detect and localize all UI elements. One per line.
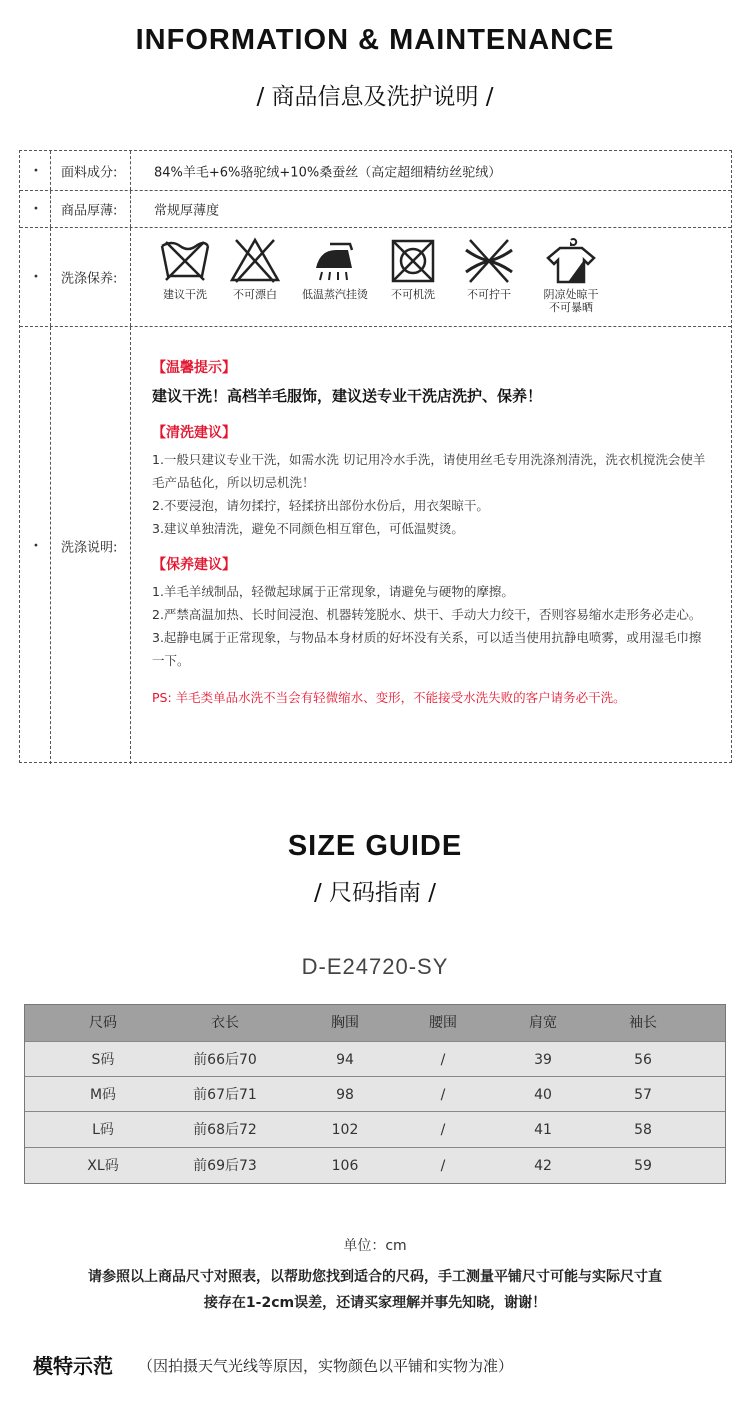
care-item: [373, 236, 453, 301]
care-row: [20, 228, 731, 327]
row-bullet: •: [33, 203, 39, 215]
no-machine-wash-icon: [386, 236, 440, 284]
no-wring-icon: [462, 236, 516, 284]
table-row: [25, 1041, 725, 1077]
size-cell: S码: [91, 1052, 115, 1068]
model-code: D-E24720-SY: [301, 954, 449, 979]
waist-cell: /: [440, 1087, 446, 1103]
clean-heading: 【清洗建议】: [152, 425, 236, 441]
shoulder-cell: 39: [534, 1052, 552, 1068]
size-cell: XL码: [87, 1158, 119, 1174]
thickness-label: 商品厚薄:: [61, 203, 118, 219]
measure-note-line2: 接存在1-2cm误差，还请买家理解并事先知晓，谢谢！: [203, 1295, 547, 1311]
header-cell: 袖长: [629, 1015, 657, 1031]
care-item: [531, 236, 611, 314]
table-row: [25, 1111, 725, 1147]
row-bullet: •: [33, 165, 39, 176]
care-label: 洗涤保养:: [61, 271, 118, 287]
thickness-row: [20, 191, 731, 228]
shade-dry-icon: [544, 236, 598, 284]
care-item: [449, 236, 529, 301]
info-subtitle: / 商品信息及洗护说明 /: [256, 84, 494, 110]
sleeve-cell: 57: [634, 1087, 652, 1103]
fabric-value: 84%羊毛+6%骆驼绒+10%桑蚕丝（高定超细精纺丝驼绒）: [154, 165, 502, 180]
length-cell: 前68后72: [193, 1122, 257, 1138]
care-item: [145, 236, 225, 301]
size-cell: L码: [92, 1122, 114, 1138]
chest-cell: 98: [336, 1087, 354, 1103]
chest-cell: 102: [331, 1122, 359, 1138]
model-section-note: （因拍摄天气光线等原因，实物颜色以平铺和实物为准）: [138, 1357, 514, 1375]
header-cell: 腰围: [429, 1015, 457, 1031]
shoulder-cell: 41: [534, 1122, 552, 1138]
waist-cell: /: [440, 1158, 446, 1174]
care-icons: [131, 228, 731, 326]
low-temp-steam-iron-icon: [308, 236, 362, 284]
measure-note-line1: 请参照以上商品尺寸对照表，以帮助您找到适合的尺码，手工测量平铺尺寸可能与实际尺寸直: [88, 1269, 662, 1285]
unit-note: 单位：cm: [343, 1238, 407, 1254]
model-section-title: 模特示范: [33, 1354, 113, 1378]
care-heading: 【保养建议】: [152, 557, 236, 573]
wash-label: 洗涤说明:: [61, 540, 118, 555]
care-icon-label: 低温蒸汽挂烫: [302, 288, 368, 301]
length-cell: 前69后73: [193, 1158, 257, 1174]
thickness-value: 常规厚薄度: [154, 203, 220, 219]
chest-cell: 106: [331, 1158, 359, 1174]
care-item-text: 1.羊毛羊绒制品，轻微起球属于正常现象，请避免与硬物的摩擦。: [152, 584, 514, 599]
tip-text: 建议干洗！高档羊毛服饰，建议送专业干洗店洗护、保养！: [152, 387, 543, 405]
sleeve-cell: 59: [634, 1158, 652, 1174]
size-guide-subtitle: / 尺码指南 /: [313, 880, 437, 906]
length-cell: 前66后70: [193, 1052, 257, 1068]
header-cell: 胸围: [331, 1015, 359, 1031]
care-item: [215, 236, 295, 301]
clean-item: 2.不要浸泡，请勿揉拧，轻揉挤出部份水份后，用衣架晾干。: [152, 498, 489, 513]
fabric-row: [20, 151, 731, 191]
size-cell: M码: [89, 1087, 117, 1103]
sleeve-cell: 58: [634, 1122, 652, 1138]
care-icon-label: 不可机洗: [391, 288, 435, 301]
info-title: INFORMATION & MAINTENANCE: [135, 24, 615, 56]
waist-cell: /: [440, 1122, 446, 1138]
care-icon-label: 建议干洗: [163, 288, 207, 301]
shoulder-cell: 40: [534, 1087, 552, 1103]
length-cell: 前67后71: [193, 1087, 257, 1103]
ps-note: PS: 羊毛类单品水洗不当会有轻微缩水、变形，不能接受水洗失败的客户请务必干洗。: [152, 690, 626, 705]
header-cell: 尺码: [89, 1015, 117, 1031]
header-cell: 衣长: [211, 1015, 239, 1031]
wash-row: [20, 327, 731, 764]
no-bleach-icon: [228, 236, 282, 284]
row-bullet: •: [33, 271, 39, 283]
chest-cell: 94: [336, 1052, 354, 1068]
row-bullet: •: [33, 540, 39, 551]
care-icon-label: 不可漂白: [233, 288, 277, 301]
shoulder-cell: 42: [534, 1158, 552, 1174]
size-guide-title: SIZE GUIDE: [287, 830, 463, 862]
care-item-text: 2.严禁高温加热、长时间浸泡、机器转笼脱水、烘干、手动大力绞干，否则容易缩水走形务必走心。: [152, 607, 702, 622]
care-item-text: 3.起静电属于正常现象，与物品本身材质的好坏没有关系，可以适当使用抗静电喷雾，或用湿毛巾擦一下。: [152, 630, 702, 668]
info-table: [19, 150, 732, 763]
dry-clean-icon: [158, 236, 212, 284]
fabric-label: 面料成分:: [61, 165, 118, 180]
clean-item: 1.一般只建议专业干洗，如需水洗 切记用冷水手洗，请使用丝毛专用洗涤剂清洗，洗衣机搅洗会使羊毛产品毡化，所以切忌机洗！: [152, 452, 706, 490]
sleeve-cell: 56: [634, 1052, 652, 1068]
care-item: [295, 236, 375, 301]
size-table-header: [25, 1005, 725, 1041]
care-icon-label: 阴凉处晾干 不可暴晒: [543, 288, 599, 314]
table-row: [25, 1147, 725, 1183]
waist-cell: /: [440, 1052, 446, 1068]
size-table: [24, 1004, 726, 1184]
wash-notes: [152, 357, 711, 706]
header-cell: 肩宽: [529, 1015, 557, 1031]
tip-heading: 【温馨提示】: [152, 360, 236, 376]
table-row: [25, 1076, 725, 1112]
care-icon-label: 不可拧干: [467, 288, 511, 301]
clean-item: 3.建议单独清洗，避免不同颜色相互窜色，可低温熨烫。: [152, 521, 464, 536]
